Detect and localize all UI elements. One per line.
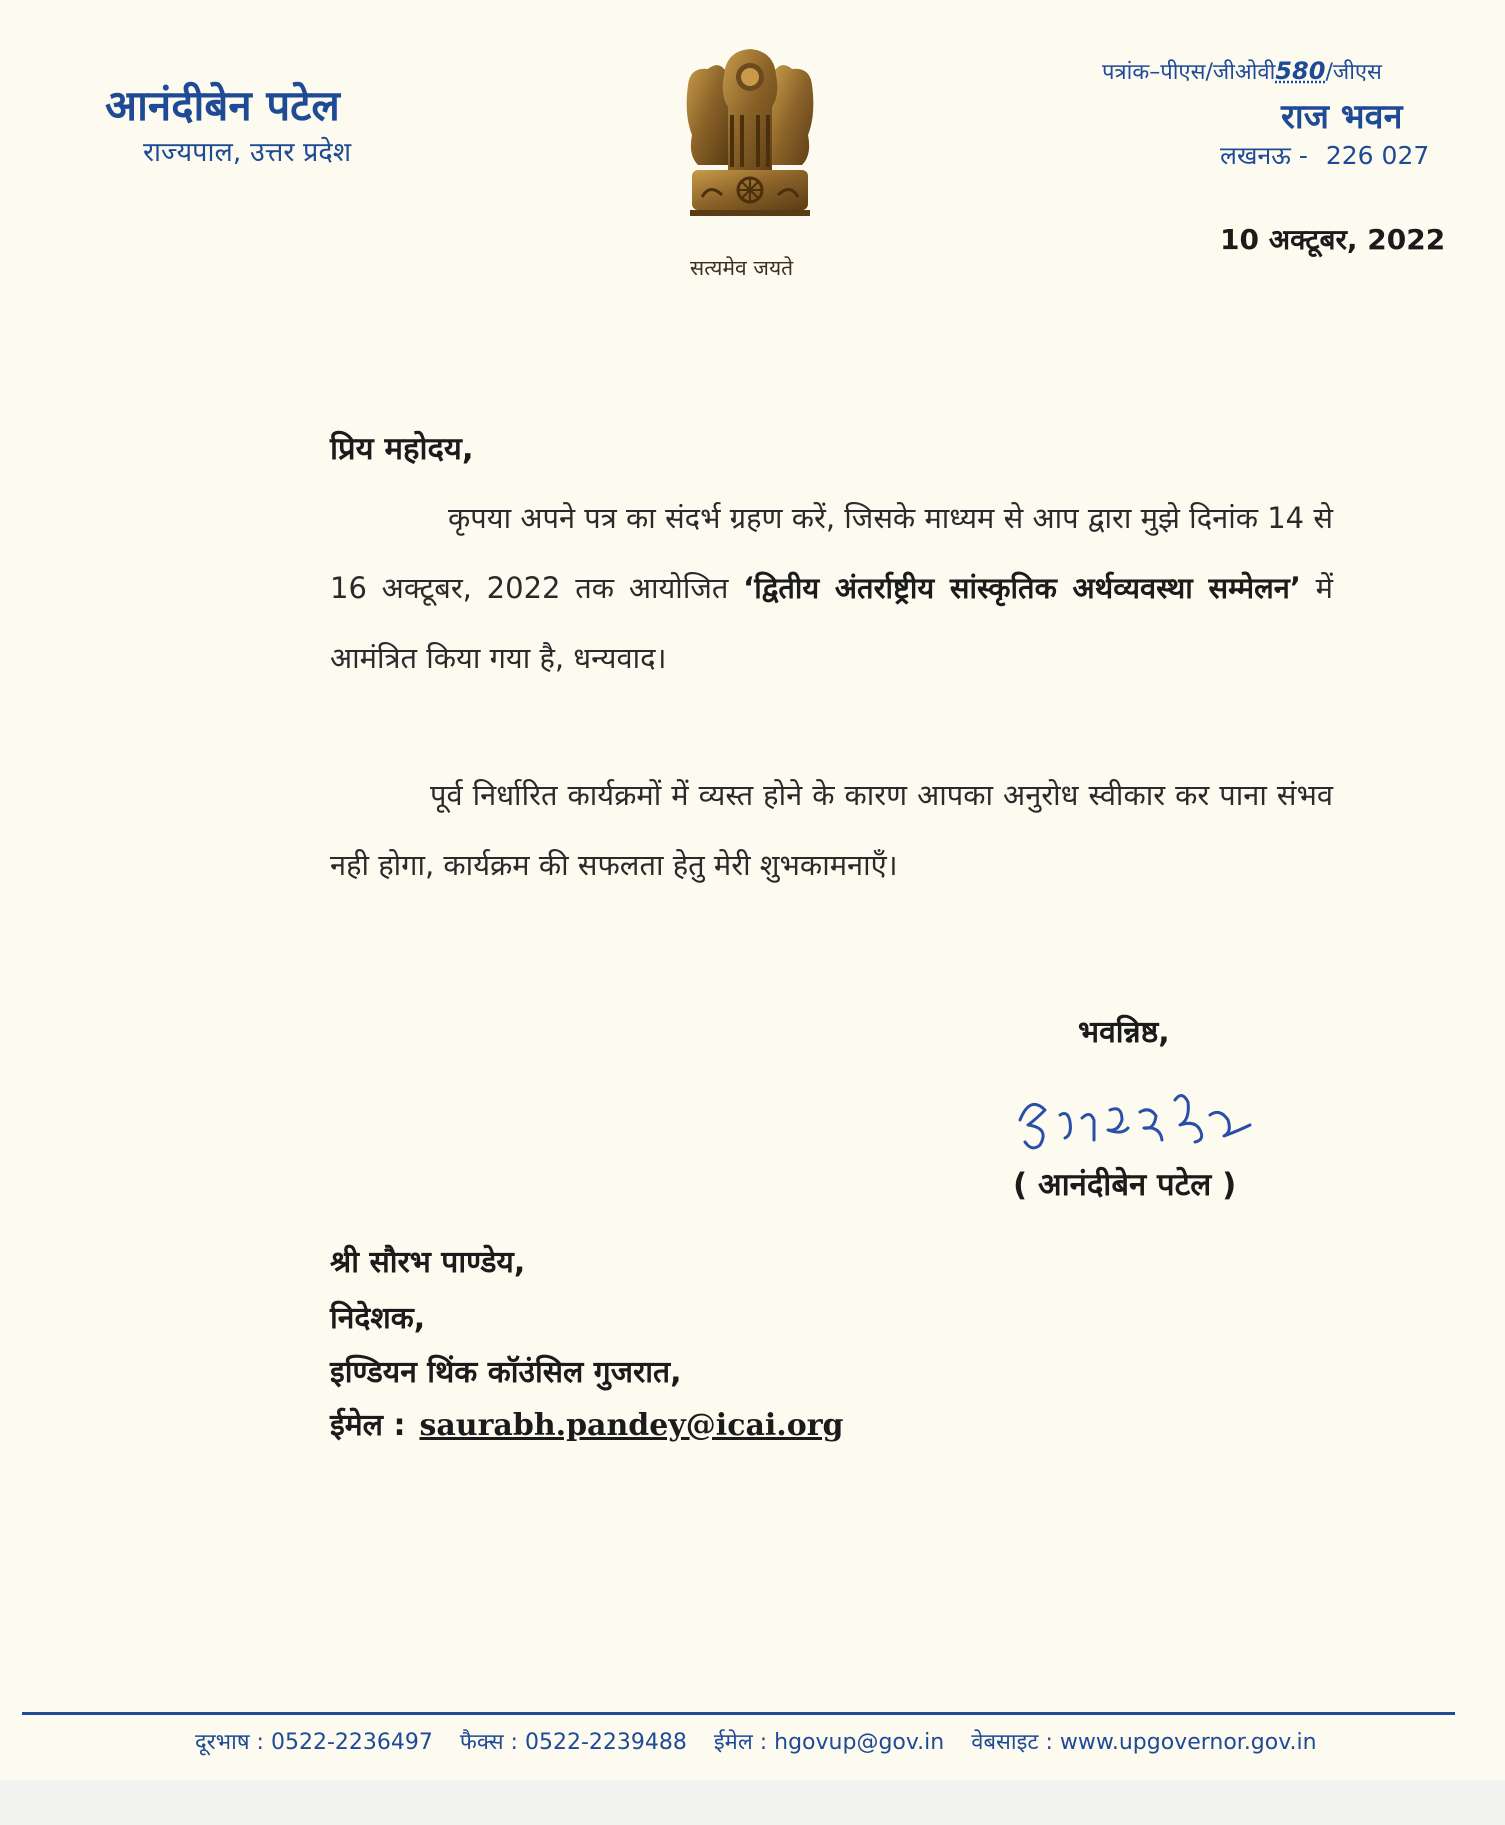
- office-city: लखनऊ -: [1220, 141, 1308, 170]
- body-paragraph-1: [330, 483, 1333, 693]
- emblem-motto: सत्यमेव जयते: [690, 256, 794, 280]
- scan-margin: [0, 1780, 1505, 1825]
- footer-phone: दूरभाष : 0522-2236497: [195, 1730, 433, 1755]
- footer-contact: [195, 1726, 1337, 1756]
- office-pincode: 226 027: [1325, 141, 1430, 170]
- recipient-name: श्री सौरभ पाण्डेय,: [330, 1245, 526, 1280]
- recipient-email-label: ईमेल :: [330, 1408, 406, 1443]
- letter-date: 10 अक्टूबर, 2022: [1220, 223, 1446, 256]
- recipient-designation: निदेशक,: [330, 1301, 426, 1336]
- national-emblem-icon: [680, 45, 820, 245]
- reference-suffix: /जीएस: [1325, 60, 1382, 85]
- salutation: प्रिय महोदय,: [330, 431, 474, 467]
- paragraph-1-text-a: कृपया अपने पत्र का संदर्भ ग्रहण करें, जिसके माध्यम से आप द्वारा मुझे दिनांक 14 से 16 अक्टूबर, 2022 तक आयोजित: [330, 501, 1333, 605]
- reference-handwritten-number: 580: [1275, 57, 1326, 85]
- event-name: ‘द्वितीय अंतर्राष्ट्रीय सांस्कृतिक अर्थव्यवस्था सम्मेलन’: [743, 571, 1301, 605]
- recipient-email-link[interactable]: saurabh.pandey@icai.org: [419, 1408, 844, 1443]
- closing: भवन्निष्ठ,: [1078, 1015, 1170, 1050]
- footer-fax: फैक्स : 0522-2239488: [459, 1730, 687, 1755]
- sender-title: राज्यपाल, उत्तर प्रदेश: [143, 137, 352, 168]
- body-paragraph-2: पूर्व निर्धारित कार्यक्रमों में व्यस्त होने के कारण आपका अनुरोध स्वीकार कर पाना संभव नही होगा, कार्यक्रम की सफलता हेतु मेरी शुभकामनाएँ।: [330, 778, 1333, 882]
- footer-email[interactable]: ईमेल : hgovup@gov.in: [713, 1730, 945, 1755]
- sender-name: आनंदीबेन पटेल: [105, 81, 340, 130]
- paragraph-1-text-b: में आमंत्रित किया गया है, धन्यवाद।: [330, 571, 1333, 675]
- office-name: राज भवन: [1281, 97, 1403, 137]
- recipient-organization: इण्डियन थिंक कॉउंसिल गुजरात,: [330, 1355, 682, 1390]
- signatory-name: ( आनंदीबेन पटेल ): [1013, 1167, 1237, 1203]
- footer-divider: [22, 1712, 1455, 1715]
- office-address: [1220, 138, 1429, 172]
- recipient-email-line: [330, 1403, 844, 1444]
- reference-number: [1102, 56, 1382, 86]
- reference-prefix: पत्रांक–पीएस/जीओवी: [1102, 60, 1276, 85]
- handwritten-signature: [1010, 1080, 1270, 1160]
- footer-website[interactable]: वेबसाइट : www.upgovernor.gov.in: [971, 1730, 1317, 1755]
